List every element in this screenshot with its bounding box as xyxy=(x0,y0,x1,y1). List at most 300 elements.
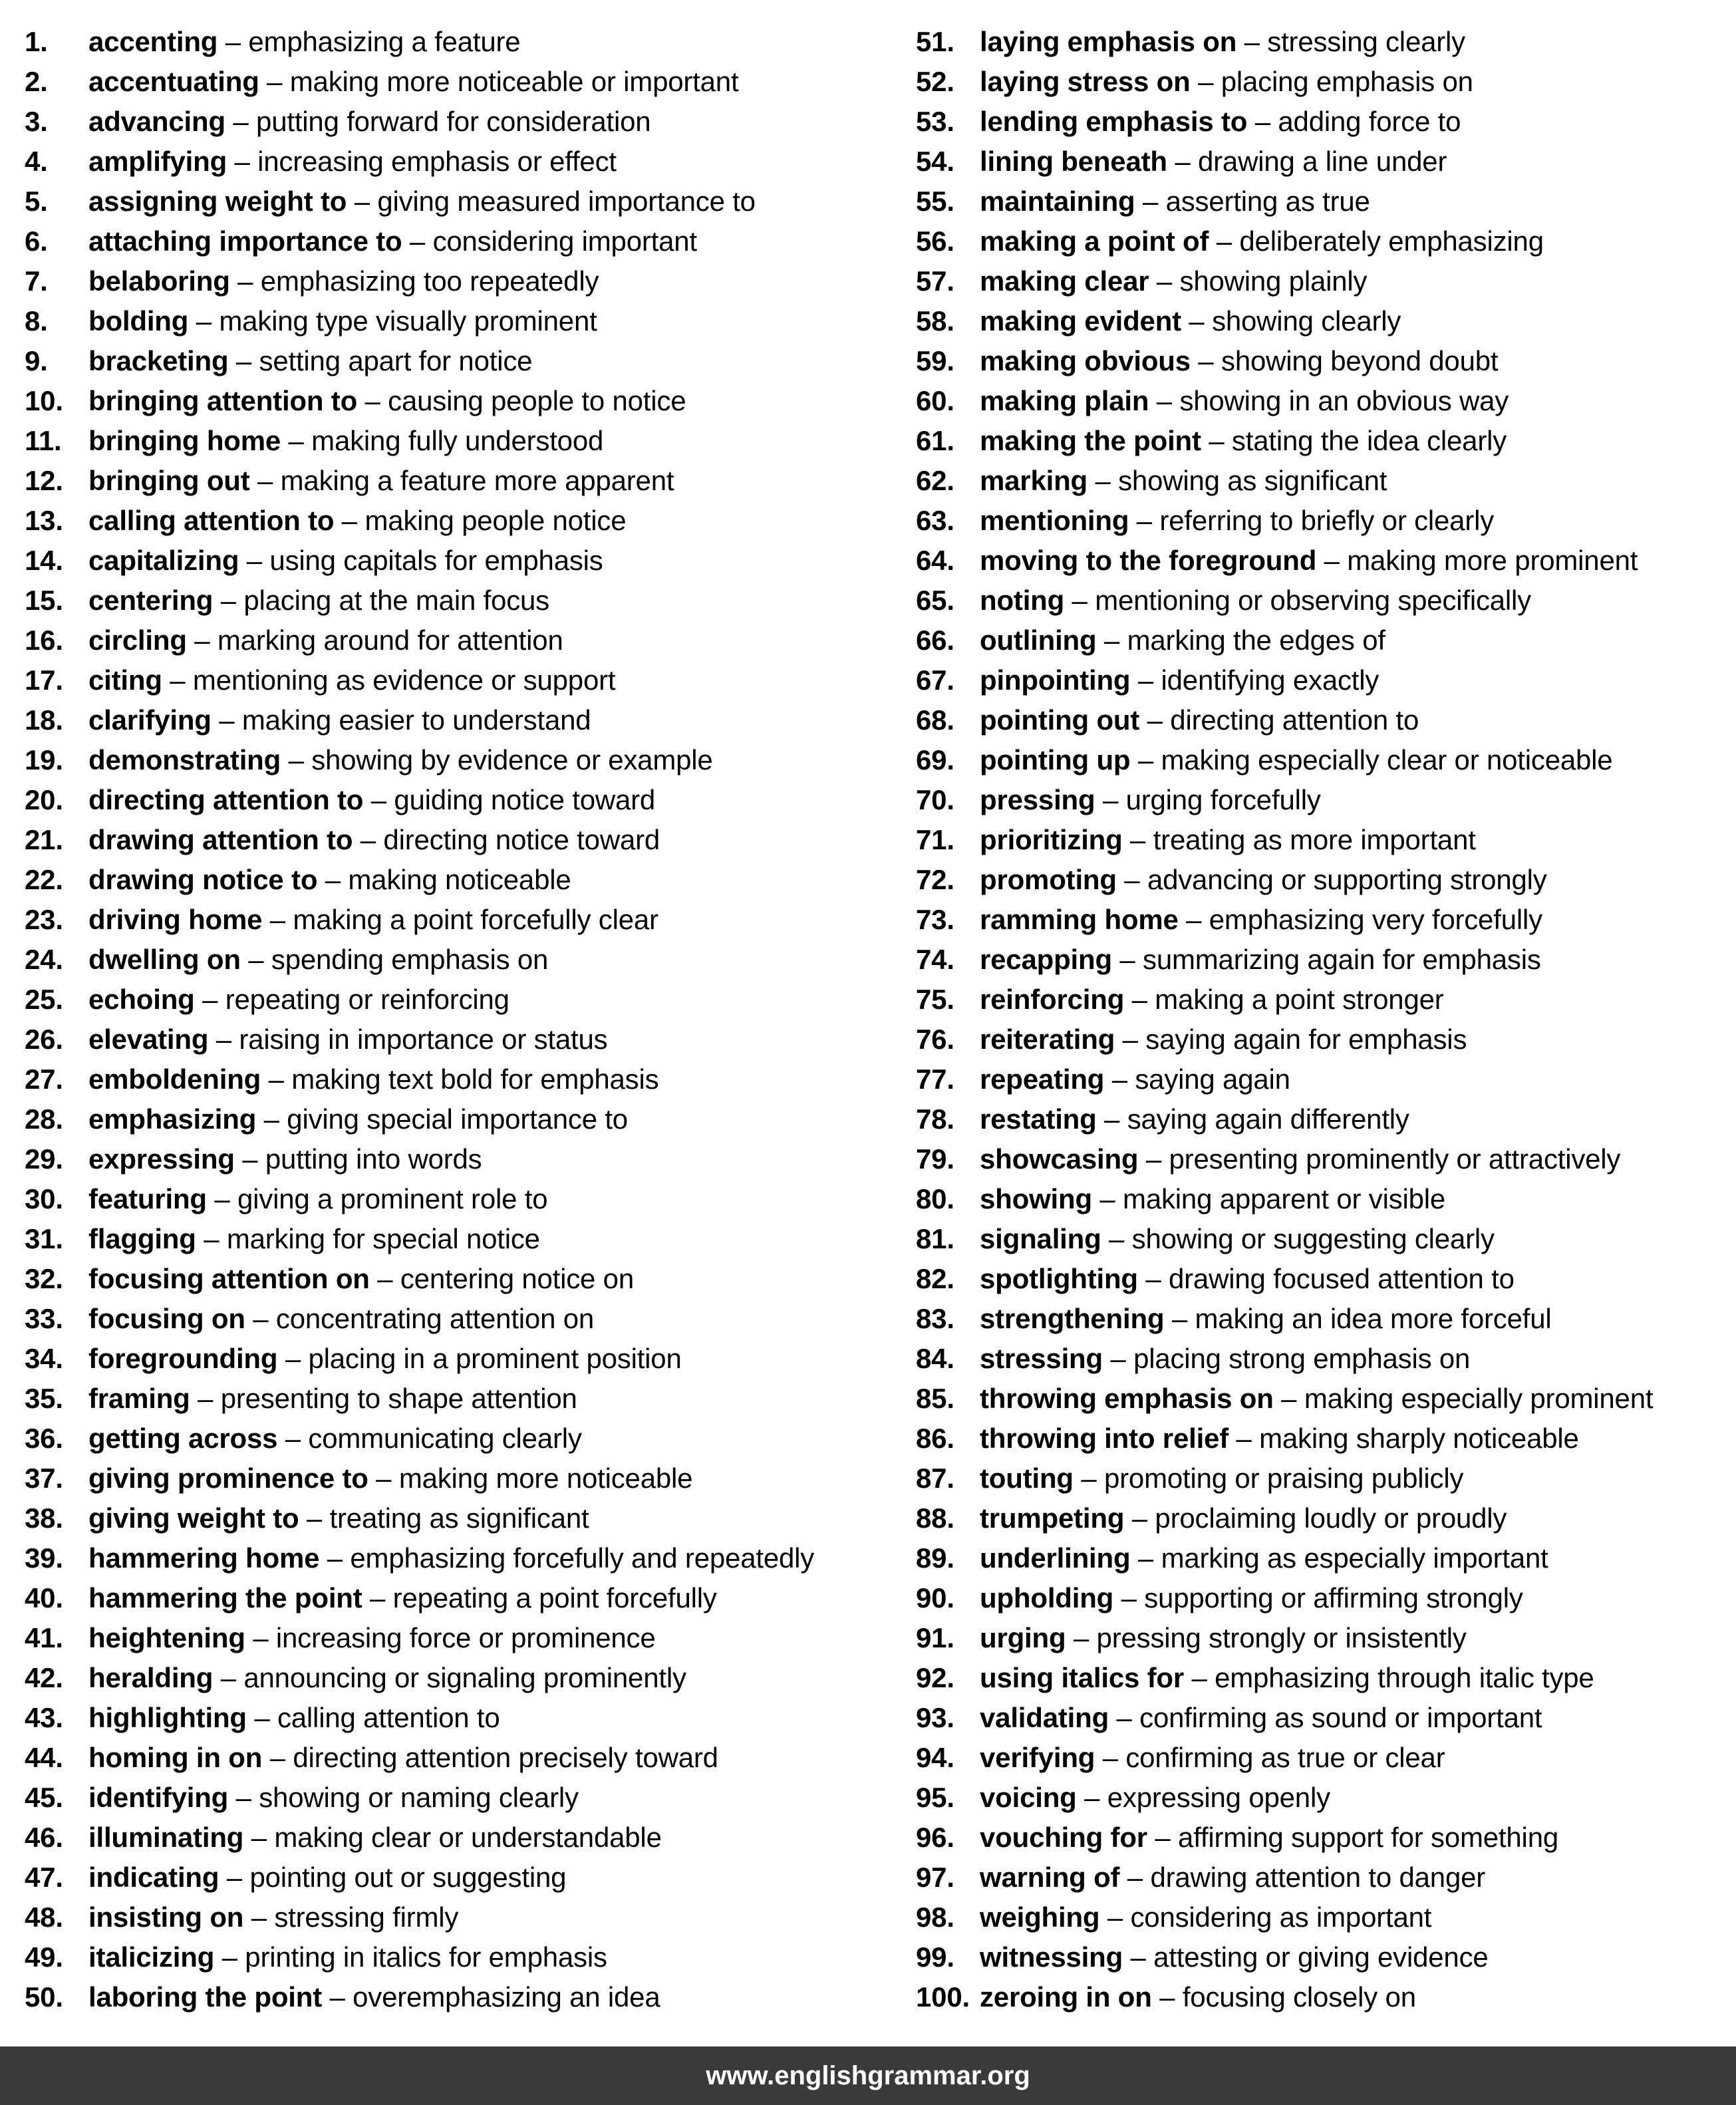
item-term: featuring xyxy=(88,1183,207,1214)
list-item xyxy=(25,940,889,980)
item-separator: – xyxy=(259,66,290,97)
item-separator: – xyxy=(1124,1502,1155,1534)
item-number: 26. xyxy=(25,1024,63,1055)
item-definition: referring to briefly or clearly xyxy=(1159,505,1495,536)
item-body xyxy=(980,581,1531,621)
synonym-list-right xyxy=(916,22,1727,2017)
item-definition: treating as significant xyxy=(329,1502,589,1534)
item-definition: putting forward for consideration xyxy=(256,106,651,137)
item-number: 13. xyxy=(25,505,63,536)
list-item xyxy=(25,381,889,421)
item-separator: – xyxy=(368,1463,399,1494)
item-definition: placing at the main focus xyxy=(243,585,549,616)
item-term: capitalizing xyxy=(88,545,239,576)
list-item xyxy=(25,1977,889,2017)
list-item xyxy=(916,1259,1727,1299)
item-separator: – xyxy=(1149,385,1180,416)
list-item xyxy=(916,1658,1727,1698)
item-number: 73. xyxy=(916,904,954,935)
item-number: 4. xyxy=(25,146,48,177)
item-term: stressing xyxy=(980,1343,1103,1374)
item-term: underlining xyxy=(980,1542,1131,1574)
item-body xyxy=(88,62,738,102)
item-body xyxy=(88,381,686,421)
item-separator: – xyxy=(353,824,384,855)
item-term: hammering the point xyxy=(88,1582,362,1614)
list-item xyxy=(916,461,1727,501)
list-item xyxy=(916,780,1727,820)
item-definition: showing beyond doubt xyxy=(1221,345,1499,376)
item-separator: – xyxy=(243,1822,275,1853)
list-item xyxy=(916,142,1727,182)
item-definition: emphasizing a feature xyxy=(248,26,521,57)
item-term: making plain xyxy=(980,385,1149,416)
list-item xyxy=(916,900,1727,940)
item-separator: – xyxy=(1151,1981,1183,2013)
item-separator: – xyxy=(1104,1063,1135,1095)
list-item xyxy=(916,660,1727,700)
item-definition: emphasizing too repeatedly xyxy=(260,265,599,297)
item-number: 69. xyxy=(916,744,954,775)
item-separator: – xyxy=(1316,545,1348,576)
item-body xyxy=(88,102,651,142)
item-term: heralding xyxy=(88,1662,214,1693)
item-definition: making text bold for emphasis xyxy=(291,1063,659,1095)
item-term: bringing attention to xyxy=(88,385,358,416)
item-definition: stressing clearly xyxy=(1267,26,1465,57)
item-term: hammering home xyxy=(88,1542,320,1574)
item-separator: – xyxy=(214,1941,245,1973)
item-number: 56. xyxy=(916,225,954,257)
item-number: 98. xyxy=(916,1901,954,1933)
list-item xyxy=(916,1818,1727,1858)
list-item xyxy=(916,860,1727,900)
item-number: 12. xyxy=(25,465,63,496)
item-definition: showing clearly xyxy=(1212,305,1401,337)
item-term: framing xyxy=(88,1383,190,1414)
item-term: elevating xyxy=(88,1024,209,1055)
item-separator: – xyxy=(363,784,394,815)
item-number: 11. xyxy=(25,425,62,456)
item-term: italicizing xyxy=(88,1941,215,1973)
item-body xyxy=(88,1858,566,1897)
list-item xyxy=(916,940,1727,980)
item-body xyxy=(88,1099,628,1139)
item-separator: – xyxy=(1095,784,1126,815)
item-body xyxy=(88,421,603,461)
footer-bar xyxy=(0,2046,1736,2105)
item-body xyxy=(980,1618,1467,1658)
item-separator: – xyxy=(219,1862,250,1893)
item-separator: – xyxy=(206,1183,237,1214)
list-item xyxy=(25,1459,889,1498)
item-separator: – xyxy=(319,1542,351,1574)
item-definition: making more noticeable or important xyxy=(289,66,739,97)
item-term: focusing attention on xyxy=(88,1263,370,1294)
item-separator: – xyxy=(246,1702,277,1733)
list-item xyxy=(25,461,889,501)
item-term: making clear xyxy=(980,265,1149,297)
item-term: foregrounding xyxy=(88,1343,278,1374)
list-item xyxy=(916,541,1727,581)
item-definition: raising in importance or status xyxy=(239,1024,608,1055)
item-definition: printing in italics for emphasis xyxy=(245,1941,607,1973)
item-term: promoting xyxy=(980,864,1117,895)
item-number: 92. xyxy=(916,1662,954,1693)
item-separator: – xyxy=(256,1103,287,1135)
item-separator: – xyxy=(1130,1542,1161,1574)
item-definition: showing in an obvious way xyxy=(1179,385,1509,416)
item-term: pointing out xyxy=(980,704,1140,736)
list-item xyxy=(916,740,1727,780)
item-definition: directing attention precisely toward xyxy=(293,1742,718,1773)
item-term: demonstrating xyxy=(88,744,281,775)
item-body xyxy=(980,381,1509,421)
item-term: emboldening xyxy=(88,1063,261,1095)
item-term: laboring the point xyxy=(88,1981,323,2013)
item-number: 51. xyxy=(916,26,954,57)
list-item xyxy=(916,1299,1727,1339)
item-term: weighing xyxy=(980,1901,1100,1933)
item-definition: advancing or supporting strongly xyxy=(1147,864,1547,895)
item-number: 14. xyxy=(25,545,63,576)
item-separator: – xyxy=(1139,704,1171,736)
item-number: 55. xyxy=(916,186,954,217)
list-item xyxy=(25,1299,889,1339)
item-term: drawing notice to xyxy=(88,864,318,895)
item-number: 94. xyxy=(916,1742,954,1773)
item-body xyxy=(88,740,713,780)
item-number: 20. xyxy=(25,784,63,815)
item-definition: marking around for attention xyxy=(217,625,563,656)
item-term: clarifying xyxy=(88,704,212,736)
item-definition: placing emphasis on xyxy=(1221,66,1473,97)
item-number: 35. xyxy=(25,1383,63,1414)
item-term: reinforcing xyxy=(980,984,1125,1015)
item-number: 87. xyxy=(916,1463,954,1494)
list-item xyxy=(916,22,1727,62)
item-definition: directing notice toward xyxy=(383,824,660,855)
item-term: making a point of xyxy=(980,225,1209,257)
item-definition: pressing strongly or insistently xyxy=(1096,1622,1467,1653)
item-separator: – xyxy=(1190,345,1222,376)
item-separator: – xyxy=(334,505,365,536)
list-item xyxy=(25,1858,889,1897)
item-definition: making type visually prominent xyxy=(219,305,597,337)
item-definition: pointing out or suggesting xyxy=(249,1862,567,1893)
item-separator: – xyxy=(299,1502,330,1534)
list-item xyxy=(916,62,1727,102)
item-separator: – xyxy=(1130,664,1161,696)
item-number: 80. xyxy=(916,1183,954,1214)
list-item xyxy=(916,1937,1727,1977)
item-number: 34. xyxy=(25,1343,63,1374)
item-term: belaboring xyxy=(88,265,230,297)
list-item xyxy=(25,581,889,621)
item-term: directing attention to xyxy=(88,784,364,815)
item-number: 40. xyxy=(25,1582,63,1614)
item-body xyxy=(980,1139,1620,1179)
item-separator: – xyxy=(281,744,312,775)
item-term: reiterating xyxy=(980,1024,1115,1055)
list-item xyxy=(916,301,1727,341)
item-definition: overemphasizing an idea xyxy=(353,1981,660,2013)
list-item xyxy=(25,980,889,1020)
item-separator: – xyxy=(281,425,312,456)
item-definition: drawing focused attention to xyxy=(1168,1263,1515,1294)
item-body xyxy=(980,1259,1515,1299)
item-body xyxy=(980,740,1612,780)
item-definition: calling attention to xyxy=(277,1702,500,1733)
item-term: pressing xyxy=(980,784,1095,815)
item-body xyxy=(980,501,1494,541)
item-definition: making people notice xyxy=(364,505,627,536)
item-definition: mentioning or observing specifically xyxy=(1095,585,1531,616)
item-number: 67. xyxy=(916,664,954,696)
item-term: spotlighting xyxy=(980,1263,1138,1294)
item-separator: – xyxy=(402,225,433,257)
item-number: 100. xyxy=(916,1981,970,2013)
list-item xyxy=(916,1179,1727,1219)
item-body xyxy=(88,660,615,700)
item-term: showcasing xyxy=(980,1143,1139,1175)
list-item xyxy=(25,780,889,820)
item-term: trumpeting xyxy=(980,1502,1125,1534)
list-item xyxy=(25,1498,889,1538)
item-definition: saying again for emphasis xyxy=(1145,1024,1467,1055)
item-separator: – xyxy=(234,1143,265,1175)
item-term: pinpointing xyxy=(980,664,1131,696)
list-item xyxy=(25,541,889,581)
item-body xyxy=(88,182,756,221)
item-body xyxy=(980,182,1370,221)
item-body xyxy=(88,1419,582,1459)
item-separator: – xyxy=(1087,465,1119,496)
item-body xyxy=(88,1658,686,1698)
item-definition: making apparent or visible xyxy=(1123,1183,1446,1214)
item-number: 54. xyxy=(916,146,954,177)
item-number: 49. xyxy=(25,1941,63,1973)
item-body xyxy=(88,1937,607,1977)
item-term: bringing home xyxy=(88,425,281,456)
item-number: 45. xyxy=(25,1782,63,1813)
item-separator: – xyxy=(1181,305,1213,337)
item-number: 38. xyxy=(25,1502,63,1534)
item-number: 46. xyxy=(25,1822,63,1853)
item-separator: – xyxy=(1111,944,1143,975)
item-separator: – xyxy=(277,1423,309,1454)
item-definition: saying again differently xyxy=(1127,1103,1409,1135)
item-body xyxy=(980,1299,1552,1339)
item-body xyxy=(980,1778,1330,1818)
item-definition: making fully understood xyxy=(311,425,604,456)
item-term: insisting on xyxy=(88,1901,244,1933)
item-term: signaling xyxy=(980,1223,1101,1254)
list-item xyxy=(25,22,889,62)
item-term: warning of xyxy=(980,1862,1120,1893)
item-definition: making especially clear or noticeable xyxy=(1161,744,1613,775)
item-body xyxy=(980,261,1367,301)
item-number: 62. xyxy=(916,465,954,496)
item-term: touting xyxy=(980,1463,1074,1494)
item-term: getting across xyxy=(88,1423,278,1454)
item-separator: – xyxy=(188,305,219,337)
item-body xyxy=(88,900,658,940)
list-item xyxy=(916,1379,1727,1419)
item-separator: – xyxy=(1096,625,1127,656)
item-term: witnessing xyxy=(980,1941,1123,1973)
item-term: using italics for xyxy=(980,1662,1184,1693)
item-body xyxy=(980,780,1321,820)
item-term: bringing out xyxy=(88,465,250,496)
list-item xyxy=(916,1578,1727,1618)
item-separator: – xyxy=(249,465,281,496)
item-separator: – xyxy=(357,385,388,416)
list-item xyxy=(25,1139,889,1179)
item-number: 41. xyxy=(25,1622,63,1653)
item-separator: – xyxy=(1209,225,1240,257)
list-item xyxy=(25,1698,889,1738)
list-item xyxy=(916,341,1727,381)
item-body xyxy=(980,1818,1558,1858)
item-separator: – xyxy=(362,1582,393,1614)
list-item xyxy=(25,341,889,381)
item-definition: marking for special notice xyxy=(226,1223,540,1254)
item-separator: – xyxy=(213,585,244,616)
list-item xyxy=(25,421,889,461)
item-term: noting xyxy=(980,585,1065,616)
item-separator: – xyxy=(1096,1103,1127,1135)
item-body xyxy=(88,820,660,860)
item-body xyxy=(980,1219,1495,1259)
item-term: echoing xyxy=(88,984,195,1015)
item-definition: guiding notice toward xyxy=(394,784,656,815)
item-body xyxy=(88,980,509,1020)
item-number: 3. xyxy=(25,106,48,137)
item-term: restating xyxy=(980,1103,1097,1135)
item-number: 75. xyxy=(916,984,954,1015)
item-definition: putting into words xyxy=(265,1143,482,1175)
item-number: 37. xyxy=(25,1463,63,1494)
item-term: accentuating xyxy=(88,66,259,97)
item-separator: – xyxy=(369,1263,400,1294)
item-definition: making sharply noticeable xyxy=(1259,1423,1579,1454)
item-definition: stressing firmly xyxy=(274,1901,459,1933)
item-definition: giving special importance to xyxy=(287,1103,628,1135)
item-separator: – xyxy=(1124,984,1155,1015)
list-item xyxy=(25,1578,889,1618)
list-item xyxy=(25,820,889,860)
item-definition: saying again xyxy=(1135,1063,1290,1095)
item-definition: making a point forcefully clear xyxy=(293,904,658,935)
item-separator: – xyxy=(1123,1941,1154,1973)
item-number: 36. xyxy=(25,1423,63,1454)
item-number: 2. xyxy=(25,66,48,97)
item-term: amplifying xyxy=(88,146,227,177)
item-body xyxy=(88,301,597,341)
list-item xyxy=(916,421,1727,461)
list-item xyxy=(25,1658,889,1698)
list-item xyxy=(916,1339,1727,1379)
item-number: 74. xyxy=(916,944,954,975)
list-item xyxy=(916,1099,1727,1139)
list-item xyxy=(916,1219,1727,1259)
item-body xyxy=(980,1937,1489,1977)
list-item xyxy=(916,1020,1727,1059)
list-item xyxy=(25,621,889,660)
item-number: 61. xyxy=(916,425,954,456)
item-term: giving weight to xyxy=(88,1502,299,1534)
item-definition: using capitals for emphasis xyxy=(269,545,603,576)
item-term: strengthening xyxy=(980,1303,1165,1334)
item-separator: – xyxy=(217,26,249,57)
item-separator: – xyxy=(228,345,259,376)
item-definition: making a feature more apparent xyxy=(280,465,674,496)
item-body xyxy=(88,940,548,980)
item-number: 77. xyxy=(916,1063,954,1095)
footer-website[interactable]: www.englishgrammar.org xyxy=(706,2061,1030,2090)
item-number: 29. xyxy=(25,1143,63,1175)
item-definition: announcing or signaling prominently xyxy=(243,1662,686,1693)
list-item xyxy=(25,1179,889,1219)
item-number: 16. xyxy=(25,625,63,656)
item-body xyxy=(88,501,626,541)
item-definition: causing people to notice xyxy=(388,385,686,416)
list-item xyxy=(916,1738,1727,1778)
item-body xyxy=(980,1498,1507,1538)
item-term: pointing up xyxy=(980,744,1131,775)
item-number: 28. xyxy=(25,1103,63,1135)
item-separator: – xyxy=(1113,1582,1145,1614)
item-body xyxy=(88,1618,656,1658)
item-body xyxy=(980,1578,1523,1618)
item-definition: considering important xyxy=(432,225,697,257)
item-separator: – xyxy=(1116,864,1147,895)
item-definition: emphasizing forcefully and repeatedly xyxy=(350,1542,815,1574)
item-term: mentioning xyxy=(980,505,1129,536)
item-body xyxy=(980,142,1447,182)
item-number: 52. xyxy=(916,66,954,97)
item-body xyxy=(88,541,603,581)
item-body xyxy=(88,780,655,820)
item-term: flagging xyxy=(88,1223,196,1254)
item-definition: making especially prominent xyxy=(1304,1383,1654,1414)
item-number: 17. xyxy=(25,664,63,696)
item-body xyxy=(88,1538,814,1578)
list-item xyxy=(25,301,889,341)
item-body xyxy=(980,1419,1579,1459)
item-separator: – xyxy=(347,186,378,217)
item-term: assigning weight to xyxy=(88,186,347,217)
list-item xyxy=(25,1259,889,1299)
list-item xyxy=(916,621,1727,660)
item-number: 71. xyxy=(916,824,954,855)
item-number: 82. xyxy=(916,1263,954,1294)
item-separator: – xyxy=(211,704,242,736)
item-body xyxy=(88,1738,718,1778)
item-definition: showing by evidence or example xyxy=(311,744,713,775)
item-body xyxy=(88,1778,579,1818)
item-separator: – xyxy=(194,984,225,1015)
item-term: homing in on xyxy=(88,1742,263,1773)
item-number: 57. xyxy=(916,265,954,297)
item-separator: – xyxy=(243,1901,275,1933)
item-body xyxy=(980,900,1542,940)
item-number: 89. xyxy=(916,1542,954,1574)
item-definition: mentioning as evidence or support xyxy=(192,664,616,696)
list-item xyxy=(916,1459,1727,1498)
item-body xyxy=(88,142,617,182)
